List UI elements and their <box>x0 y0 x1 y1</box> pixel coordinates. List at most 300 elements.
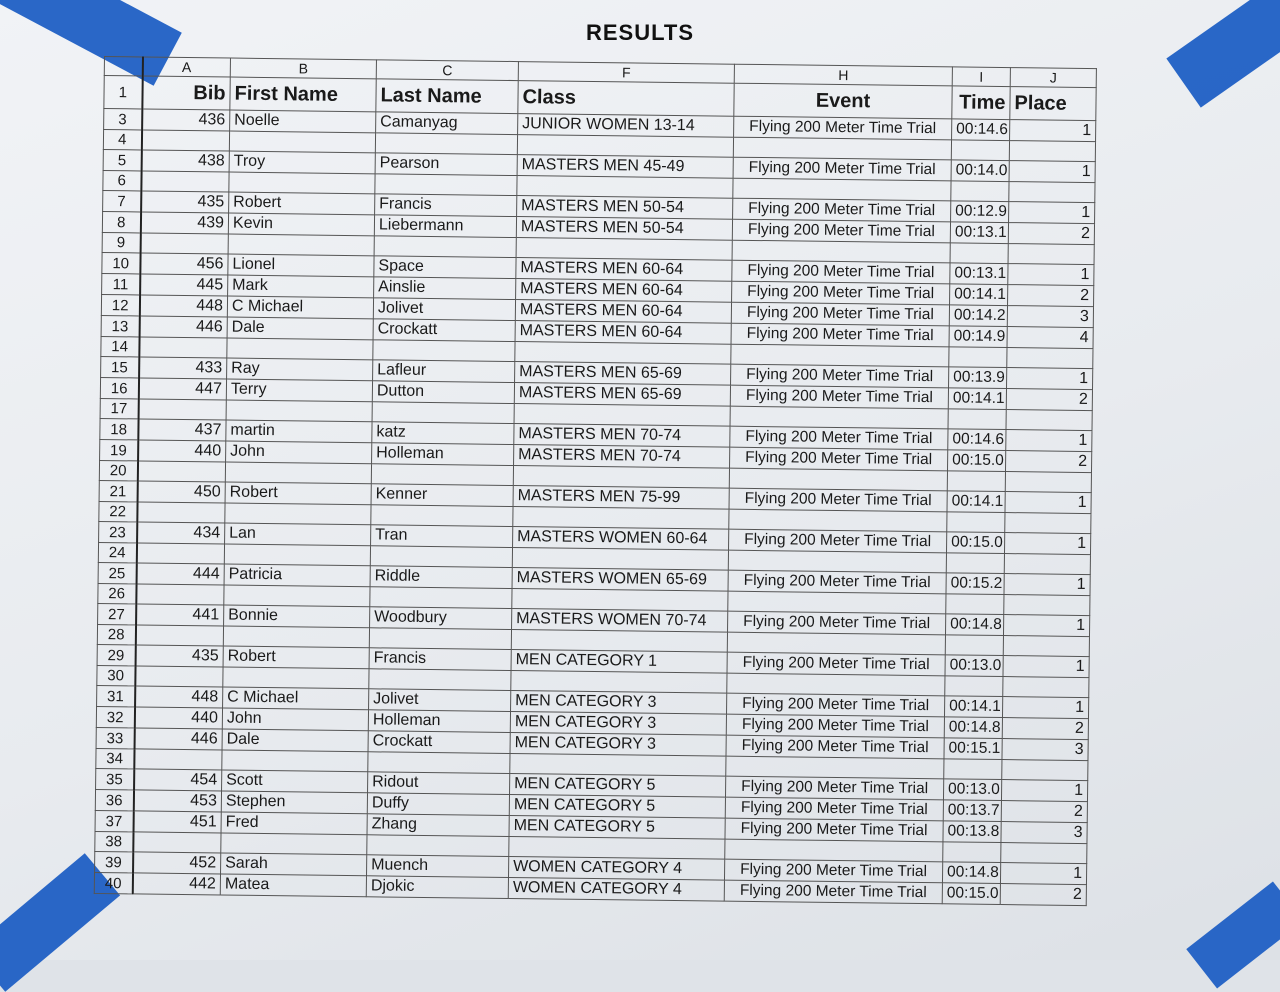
results-body <box>94 109 1096 906</box>
place-cell <box>1003 636 1089 657</box>
event-cell: Flying 200 Meter Time Trial <box>729 488 947 512</box>
last-name-cell: Dutton <box>372 381 514 404</box>
row-number: 8 <box>102 211 140 232</box>
page-title: RESULTS <box>585 20 695 45</box>
place-cell: 1 <box>1008 264 1094 286</box>
class-cell: MASTERS MEN 75-99 <box>513 486 729 510</box>
place-cell <box>1005 513 1091 534</box>
tape-bottom-right <box>1186 881 1280 988</box>
class-cell: MEN CATEGORY 3 <box>511 691 727 715</box>
class-cell <box>509 837 725 860</box>
event-cell <box>727 673 945 696</box>
first-name-cell: Scott <box>222 770 368 793</box>
class-cell: MASTERS MEN 60-64 <box>515 321 731 345</box>
place-cell <box>1002 760 1088 781</box>
last-name-cell <box>375 133 517 155</box>
row-number: 25 <box>98 562 136 583</box>
class-cell <box>511 671 727 694</box>
bib-cell <box>139 337 227 358</box>
last-name-cell: Holleman <box>372 443 514 466</box>
bib-cell <box>141 171 229 192</box>
row-number: 39 <box>95 851 133 872</box>
class-cell: WOMEN CATEGORY 4 <box>508 857 724 881</box>
time-cell: 00:13.1 <box>950 222 1008 244</box>
bib-cell: 442 <box>132 873 220 895</box>
place-cell: 1 <box>1006 430 1092 452</box>
place-cell <box>1009 141 1095 162</box>
time-cell <box>945 635 1003 656</box>
time-cell <box>951 140 1009 161</box>
last-name-cell <box>375 174 517 196</box>
time-cell: 00:14.1 <box>948 388 1006 410</box>
class-cell: MASTERS MEN 60-64 <box>516 258 732 282</box>
last-name-cell: Muench <box>367 855 509 878</box>
first-name-cell: Fred <box>221 812 367 835</box>
row-number: 11 <box>102 273 140 294</box>
first-name-cell: C Michael <box>227 296 373 319</box>
place-cell <box>1007 348 1093 369</box>
last-name-cell: Zhang <box>367 814 509 837</box>
bib-cell: 446 <box>139 316 227 338</box>
row-number: 5 <box>103 149 141 170</box>
class-cell: MEN CATEGORY 5 <box>510 774 726 798</box>
last-name-cell: Holleman <box>368 710 510 733</box>
last-name-cell <box>367 835 509 857</box>
first-name-cell: Bonnie <box>224 605 370 628</box>
last-name-cell <box>369 628 511 650</box>
bib-cell <box>140 233 228 254</box>
header-time: Time <box>952 86 1010 120</box>
place-cell <box>1005 472 1091 493</box>
event-cell: Flying 200 Meter Time Trial <box>725 818 943 842</box>
header-class: Class <box>518 81 734 117</box>
row-number: 26 <box>98 583 136 603</box>
bib-cell: 453 <box>133 790 221 812</box>
row-number: 18 <box>100 418 138 439</box>
event-cell: Flying 200 Meter Time Trial <box>725 797 943 821</box>
first-name-cell <box>229 172 375 194</box>
first-name-cell <box>225 503 371 525</box>
bib-cell <box>138 399 226 420</box>
row-number: 17 <box>100 398 138 418</box>
class-cell: MEN CATEGORY 3 <box>510 733 726 757</box>
class-cell: WOMEN CATEGORY 4 <box>508 878 724 902</box>
bib-cell: 434 <box>137 522 225 544</box>
place-cell <box>1003 677 1089 698</box>
event-cell <box>733 178 951 201</box>
place-cell: 1 <box>1007 368 1093 390</box>
event-cell: Flying 200 Meter Time Trial <box>730 447 948 471</box>
bib-cell: 445 <box>140 274 228 296</box>
corner-cell <box>104 57 142 76</box>
event-cell: Flying 200 Meter Time Trial <box>734 116 952 140</box>
bib-cell <box>133 832 221 853</box>
time-cell: 00:13.0 <box>945 655 1003 677</box>
event-cell: Flying 200 Meter Time Trial <box>727 652 945 676</box>
row-number: 16 <box>100 377 138 398</box>
bib-cell <box>137 502 225 523</box>
last-name-cell: Francis <box>375 194 517 217</box>
class-cell: JUNIOR WOMEN 13-14 <box>518 114 734 138</box>
time-cell: 00:15.0 <box>947 450 1005 472</box>
place-cell: 4 <box>1007 327 1093 349</box>
event-cell: Flying 200 Meter Time Trial <box>729 529 947 553</box>
last-name-cell: Liebermann <box>374 215 516 238</box>
bib-cell: 440 <box>134 707 222 729</box>
class-cell <box>514 404 730 427</box>
first-name-cell: Terry <box>226 379 372 402</box>
event-cell <box>729 468 947 491</box>
column-letter-a: A <box>142 57 230 77</box>
time-cell: 00:14.6 <box>948 429 1006 451</box>
class-cell: MEN CATEGORY 5 <box>509 816 725 840</box>
place-cell: 1 <box>1004 574 1090 596</box>
event-cell: Flying 200 Meter Time Trial <box>731 323 949 347</box>
class-cell <box>510 754 726 777</box>
bib-cell: 448 <box>139 295 227 317</box>
bib-cell <box>141 130 229 151</box>
time-cell <box>944 759 1002 780</box>
class-cell <box>516 238 732 261</box>
last-name-cell: Kenner <box>371 484 513 507</box>
row-number: 32 <box>96 706 134 727</box>
class-cell <box>511 630 727 653</box>
time-cell <box>950 243 1008 264</box>
row-number: 23 <box>99 521 137 542</box>
bib-cell <box>137 461 225 482</box>
place-cell: 1 <box>1004 533 1090 555</box>
first-name-cell: Robert <box>223 646 369 669</box>
column-letter-h: H <box>734 64 952 86</box>
event-cell: Flying 200 Meter Time Trial <box>732 219 950 243</box>
event-cell <box>731 344 949 367</box>
place-cell: 2 <box>1008 223 1094 245</box>
time-cell: 00:15.1 <box>944 738 1002 760</box>
place-cell: 1 <box>1003 656 1089 678</box>
bib-cell: 456 <box>140 253 228 275</box>
last-name-cell: Ainslie <box>374 277 516 300</box>
class-cell: MASTERS MEN 45-49 <box>517 155 733 179</box>
last-name-cell <box>368 752 510 774</box>
first-name-cell: martin <box>226 420 372 443</box>
header-bib: Bib <box>142 76 230 110</box>
time-cell <box>947 471 1005 492</box>
place-cell: 2 <box>1005 451 1091 473</box>
class-cell: MASTERS MEN 50-54 <box>516 217 732 241</box>
time-cell: 00:13.1 <box>950 263 1008 285</box>
class-cell <box>513 466 729 489</box>
class-cell: MASTERS MEN 65-69 <box>515 362 731 386</box>
first-name-cell: C Michael <box>223 687 369 710</box>
last-name-cell <box>372 402 514 424</box>
time-cell: 00:13.9 <box>949 367 1007 389</box>
class-cell: MASTERS MEN 70-74 <box>514 424 730 448</box>
row-number: 38 <box>95 831 133 851</box>
time-cell: 00:14.0 <box>951 160 1009 182</box>
first-name-cell: Stephen <box>221 791 367 814</box>
time-cell: 00:13.0 <box>943 779 1001 801</box>
last-name-cell: Crockatt <box>373 319 515 342</box>
last-name-cell: Lafleur <box>373 360 515 383</box>
class-cell <box>515 342 731 365</box>
column-letter-c: C <box>376 60 518 81</box>
row-number: 9 <box>102 232 140 252</box>
last-name-cell: Woodbury <box>370 607 512 630</box>
first-name-cell: Troy <box>229 151 375 174</box>
event-cell: Flying 200 Meter Time Trial <box>724 859 942 883</box>
time-cell: 00:14.8 <box>945 614 1003 636</box>
class-cell: MEN CATEGORY 5 <box>509 795 725 819</box>
first-name-cell: John <box>226 441 372 464</box>
time-cell: 00:15.2 <box>946 573 1004 595</box>
time-cell <box>945 676 1003 697</box>
row-number: 22 <box>99 501 137 521</box>
first-name-cell: Sarah <box>221 853 367 876</box>
time-cell: 00:14.6 <box>952 119 1010 141</box>
header-first-name: First Name <box>230 77 376 112</box>
class-cell: MEN CATEGORY 1 <box>511 650 727 674</box>
event-cell: Flying 200 Meter Time Trial <box>732 260 950 284</box>
class-cell: MASTERS MEN 65-69 <box>514 383 730 407</box>
event-cell <box>729 509 947 532</box>
time-cell: 00:14.1 <box>947 491 1005 513</box>
place-cell: 1 <box>1002 697 1088 719</box>
column-letter-b: B <box>230 58 376 79</box>
row-number: 36 <box>95 789 133 810</box>
class-cell: MEN CATEGORY 3 <box>510 712 726 736</box>
row-number: 29 <box>97 644 135 665</box>
last-name-cell: Ridout <box>368 772 510 795</box>
first-name-cell: Dale <box>227 317 373 340</box>
place-cell <box>1004 595 1090 616</box>
place-cell <box>1009 182 1095 203</box>
bib-cell: 439 <box>140 212 228 234</box>
last-name-cell: Space <box>374 256 516 279</box>
time-cell <box>949 347 1007 368</box>
event-cell: Flying 200 Meter Time Trial <box>730 426 948 450</box>
last-name-cell: Riddle <box>370 566 512 589</box>
time-cell: 00:14.1 <box>944 696 1002 718</box>
row-number: 35 <box>96 768 134 789</box>
first-name-cell: Lionel <box>228 254 374 277</box>
class-cell: MASTERS MEN 70-74 <box>514 445 730 469</box>
time-cell <box>947 512 1005 533</box>
event-cell <box>728 591 946 614</box>
event-cell <box>727 632 945 655</box>
first-name-cell: Robert <box>229 192 375 215</box>
place-cell: 1 <box>1009 161 1095 183</box>
last-name-cell <box>374 236 516 258</box>
event-cell: Flying 200 Meter Time Trial <box>733 198 951 222</box>
place-cell: 3 <box>1001 822 1087 844</box>
event-cell: Flying 200 Meter Time Trial <box>731 364 949 388</box>
row-number: 21 <box>99 480 137 501</box>
event-cell: Flying 200 Meter Time Trial <box>731 302 949 326</box>
first-name-cell <box>223 667 369 689</box>
event-cell: Flying 200 Meter Time Trial <box>726 714 944 738</box>
time-cell: 00:15.0 <box>942 883 1000 905</box>
bib-cell: 437 <box>138 419 226 441</box>
bib-cell: 440 <box>138 440 226 462</box>
last-name-cell: Crockatt <box>368 731 510 754</box>
class-cell: MASTERS MEN 60-64 <box>516 279 732 303</box>
time-cell: 00:13.8 <box>943 821 1001 843</box>
event-cell <box>733 137 951 160</box>
event-cell: Flying 200 Meter Time Trial <box>733 157 951 181</box>
first-name-cell <box>221 833 367 855</box>
bib-cell <box>134 749 222 770</box>
event-cell <box>732 240 950 263</box>
place-cell: 2 <box>1001 801 1087 823</box>
class-cell <box>512 548 728 571</box>
class-cell <box>517 176 733 199</box>
place-cell <box>1008 244 1094 265</box>
bib-cell: 448 <box>135 686 223 708</box>
row-number: 15 <box>101 356 139 377</box>
last-name-cell <box>370 546 512 568</box>
header-place: Place <box>1010 87 1096 121</box>
time-cell: 00:15.0 <box>946 532 1004 554</box>
bib-cell: 451 <box>133 811 221 833</box>
last-name-cell: Jolivet <box>373 298 515 321</box>
time-cell <box>946 553 1004 574</box>
place-cell: 2 <box>1006 389 1092 411</box>
first-name-cell <box>223 626 369 648</box>
last-name-cell <box>371 505 513 527</box>
time-cell: 00:14.1 <box>950 284 1008 306</box>
first-name-cell: Lan <box>225 523 371 546</box>
bib-cell: 447 <box>138 378 226 400</box>
row-number: 14 <box>101 336 139 356</box>
class-cell <box>513 507 729 530</box>
time-cell: 00:13.7 <box>943 800 1001 822</box>
first-name-cell <box>227 338 373 360</box>
row-number: 13 <box>101 315 139 336</box>
event-cell: Flying 200 Meter Time Trial <box>732 281 950 305</box>
event-cell <box>728 550 946 573</box>
last-name-cell <box>371 464 513 486</box>
row-number: 20 <box>99 460 137 480</box>
bib-cell: 454 <box>134 769 222 791</box>
bib-cell: 436 <box>142 109 230 131</box>
column-letter-f: F <box>518 62 734 84</box>
place-cell: 1 <box>1005 492 1091 514</box>
time-cell: 00:14.8 <box>942 862 1000 884</box>
time-cell: 00:14.2 <box>949 305 1007 327</box>
row-number: 37 <box>95 810 133 831</box>
bib-cell: 433 <box>139 357 227 379</box>
row-number: 30 <box>97 665 135 685</box>
last-name-cell <box>373 340 515 362</box>
place-cell: 1 <box>1003 615 1089 637</box>
place-cell <box>1001 843 1087 864</box>
row-number: 28 <box>97 624 135 644</box>
header-event: Event <box>734 83 952 119</box>
first-name-cell <box>226 400 372 422</box>
place-cell: 1 <box>1001 780 1087 802</box>
first-name-cell: Ray <box>227 358 373 381</box>
time-cell <box>948 409 1006 430</box>
first-name-cell: Mark <box>228 275 374 298</box>
event-cell: Flying 200 Meter Time Trial <box>725 776 943 800</box>
class-cell: MASTERS MEN 50-54 <box>517 196 733 220</box>
bib-cell: 435 <box>141 191 229 213</box>
event-cell: Flying 200 Meter Time Trial <box>728 611 946 635</box>
first-name-cell: Matea <box>220 874 366 897</box>
header-last-name: Last Name <box>376 79 518 114</box>
results-table <box>94 56 1097 906</box>
class-cell: MASTERS MEN 60-64 <box>515 300 731 324</box>
bib-cell <box>136 584 224 605</box>
row-number: 6 <box>103 170 141 190</box>
first-name-cell: Noelle <box>230 110 376 133</box>
class-cell <box>517 135 733 158</box>
last-name-cell: Francis <box>369 648 511 671</box>
row-number: 4 <box>103 130 141 150</box>
place-cell <box>1004 554 1090 575</box>
event-cell: Flying 200 Meter Time Trial <box>730 385 948 409</box>
last-name-cell: Tran <box>371 525 513 548</box>
event-cell: Flying 200 Meter Time Trial <box>724 880 942 904</box>
first-name-cell <box>225 462 371 484</box>
first-name-cell: Dale <box>222 729 368 752</box>
bib-cell: 441 <box>136 604 224 626</box>
place-cell: 3 <box>1002 739 1088 761</box>
row-number: 33 <box>96 727 134 748</box>
event-cell: Flying 200 Meter Time Trial <box>728 570 946 594</box>
first-name-cell: Robert <box>225 482 371 505</box>
time-cell: 00:12.9 <box>951 201 1009 223</box>
row-number: 19 <box>100 439 138 460</box>
bib-cell: 450 <box>137 481 225 503</box>
row-number: 27 <box>98 603 136 624</box>
event-cell <box>726 756 944 779</box>
first-name-cell <box>224 544 370 566</box>
tape-top-right <box>1166 0 1280 108</box>
last-name-cell: Duffy <box>367 793 509 816</box>
class-cell: MASTERS WOMEN 60-64 <box>513 527 729 551</box>
row-number: 12 <box>101 294 139 315</box>
bib-cell: 435 <box>135 645 223 667</box>
class-cell: MASTERS WOMEN 65-69 <box>512 568 728 592</box>
bib-cell: 438 <box>141 150 229 172</box>
event-cell: Flying 200 Meter Time Trial <box>727 693 945 717</box>
row-number: 34 <box>96 748 134 768</box>
class-cell <box>512 589 728 612</box>
class-cell: MASTERS WOMEN 70-74 <box>512 609 728 633</box>
bib-cell <box>135 625 223 646</box>
first-name-cell: Patricia <box>224 564 370 587</box>
row-number-header: 1 <box>104 76 142 109</box>
time-cell: 00:14.8 <box>944 717 1002 739</box>
place-cell: 2 <box>1002 718 1088 740</box>
place-cell: 3 <box>1007 306 1093 328</box>
row-number: 3 <box>104 109 142 130</box>
results-table-wrap <box>94 56 1096 906</box>
time-cell <box>946 594 1004 615</box>
time-cell <box>951 181 1009 202</box>
last-name-cell: Jolivet <box>369 689 511 712</box>
bib-cell: 444 <box>136 563 224 585</box>
last-name-cell: Camanyag <box>376 112 518 135</box>
last-name-cell: Pearson <box>375 153 517 176</box>
first-name-cell <box>224 585 370 607</box>
column-letter-j: J <box>1010 68 1096 88</box>
row-number: 40 <box>94 872 132 893</box>
last-name-cell <box>369 669 511 691</box>
event-cell <box>730 406 948 429</box>
place-cell: 1 <box>1009 202 1095 224</box>
